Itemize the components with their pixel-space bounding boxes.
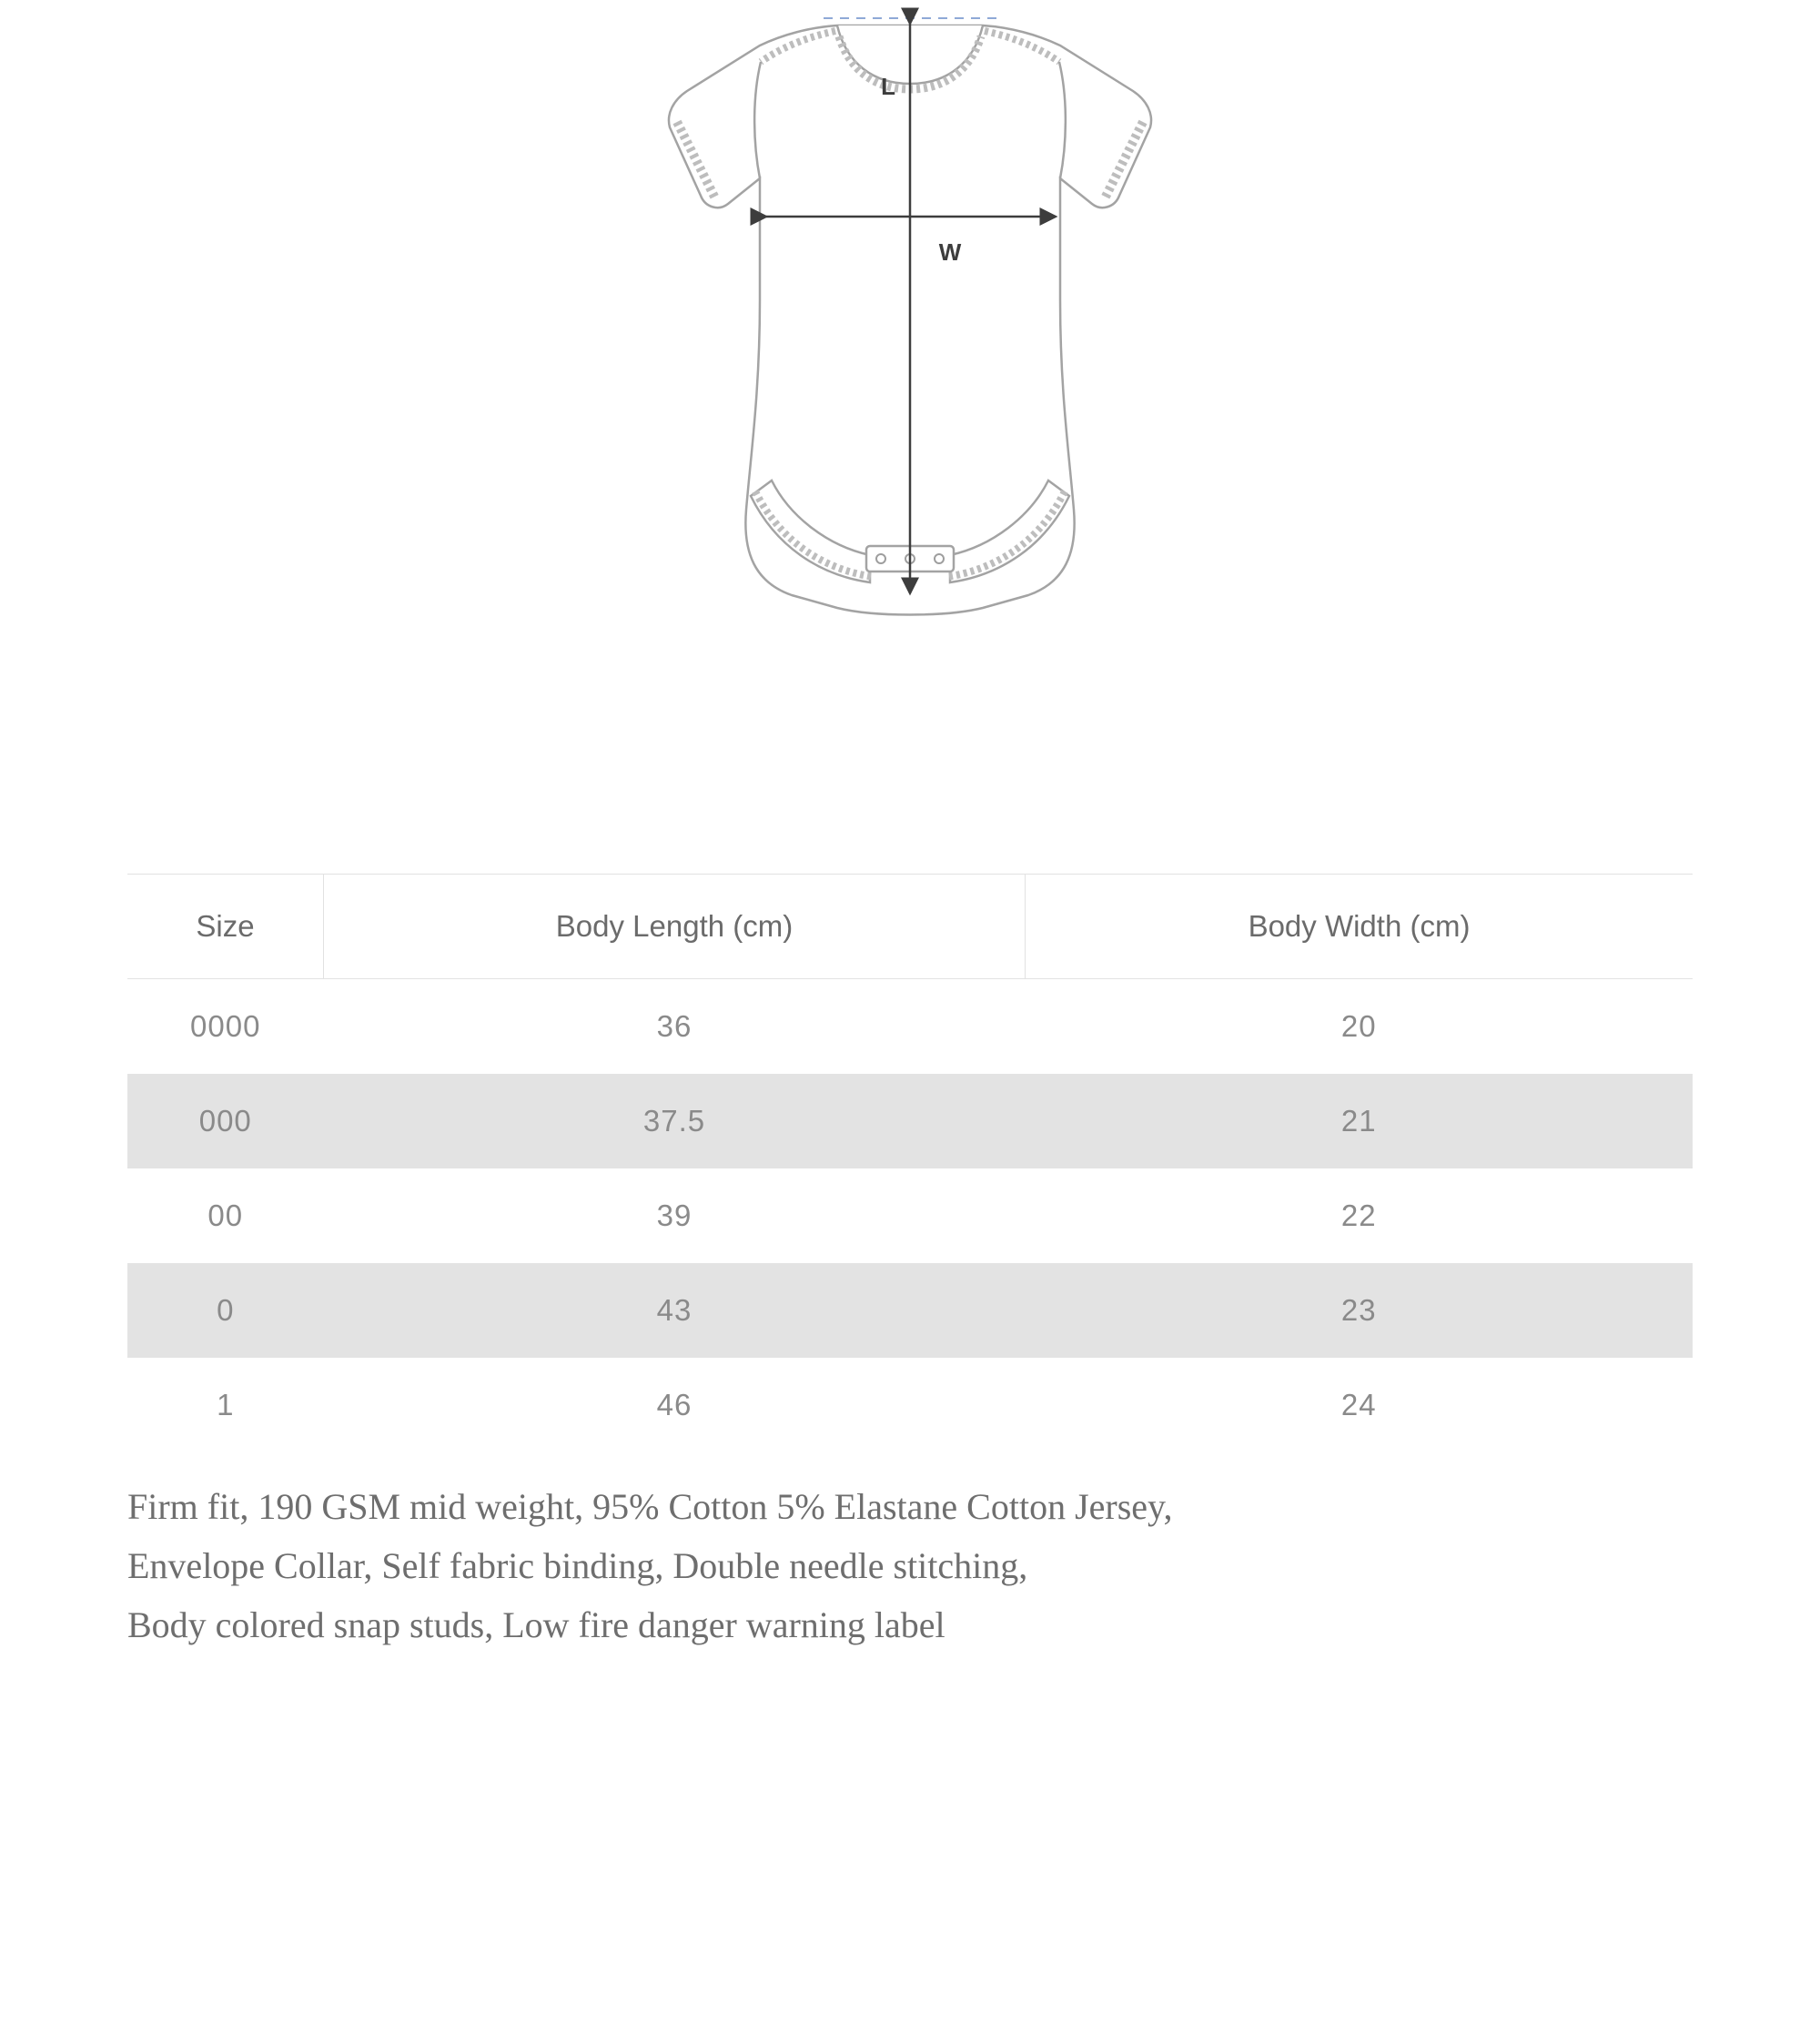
cell-body-width: 24 [1340,1388,1377,1421]
width-label: W [938,238,962,266]
cell-size: 00 [207,1199,244,1232]
table-row [127,1168,1693,1263]
size-table-body [127,979,1693,1453]
table-row [127,1358,1693,1452]
cell-body-width: 22 [1340,1199,1377,1232]
cell-size: 0000 [190,1009,261,1043]
cell-body-width: 20 [1340,1009,1377,1043]
product-description [127,1478,1693,1654]
size-table-block [127,874,1693,1452]
length-label: L [881,73,895,100]
description-line-2: Envelope Collar, Self fabric binding, Double needle stitching, [127,1544,1028,1586]
table-row [127,1074,1693,1168]
description-line-3: Body colored snap studs, Low fire danger warning label [127,1603,945,1645]
description-line-1: Firm fit, 190 GSM mid weight, 95% Cotton 5% Elastane Cotton Jersey, [127,1486,1173,1527]
cell-body-length: 46 [656,1388,693,1421]
baby-bodysuit-measurement-diagram [564,0,1256,819]
header-size: Size [127,875,324,979]
size-table [127,874,1693,1452]
cell-body-width: 21 [1026,1074,1694,1168]
cell-body-length: 43 [324,1263,1026,1358]
table-row [127,1263,1693,1358]
table-header-row [127,875,1693,979]
size-table-head [127,875,1693,979]
cell-body-length: 37.5 [324,1074,1026,1168]
cell-body-length: 39 [656,1199,693,1232]
cell-size: 1 [217,1388,235,1421]
cell-body-width: 23 [1026,1263,1694,1358]
header-body-width: Body Width (cm) [1026,875,1694,979]
cell-body-length: 36 [656,1009,693,1043]
cell-size: 0 [127,1263,324,1358]
garment-diagram-section [0,0,1820,874]
cell-size: 000 [127,1074,324,1168]
header-body-length: Body Length (cm) [324,875,1026,979]
table-row [127,979,1693,1075]
